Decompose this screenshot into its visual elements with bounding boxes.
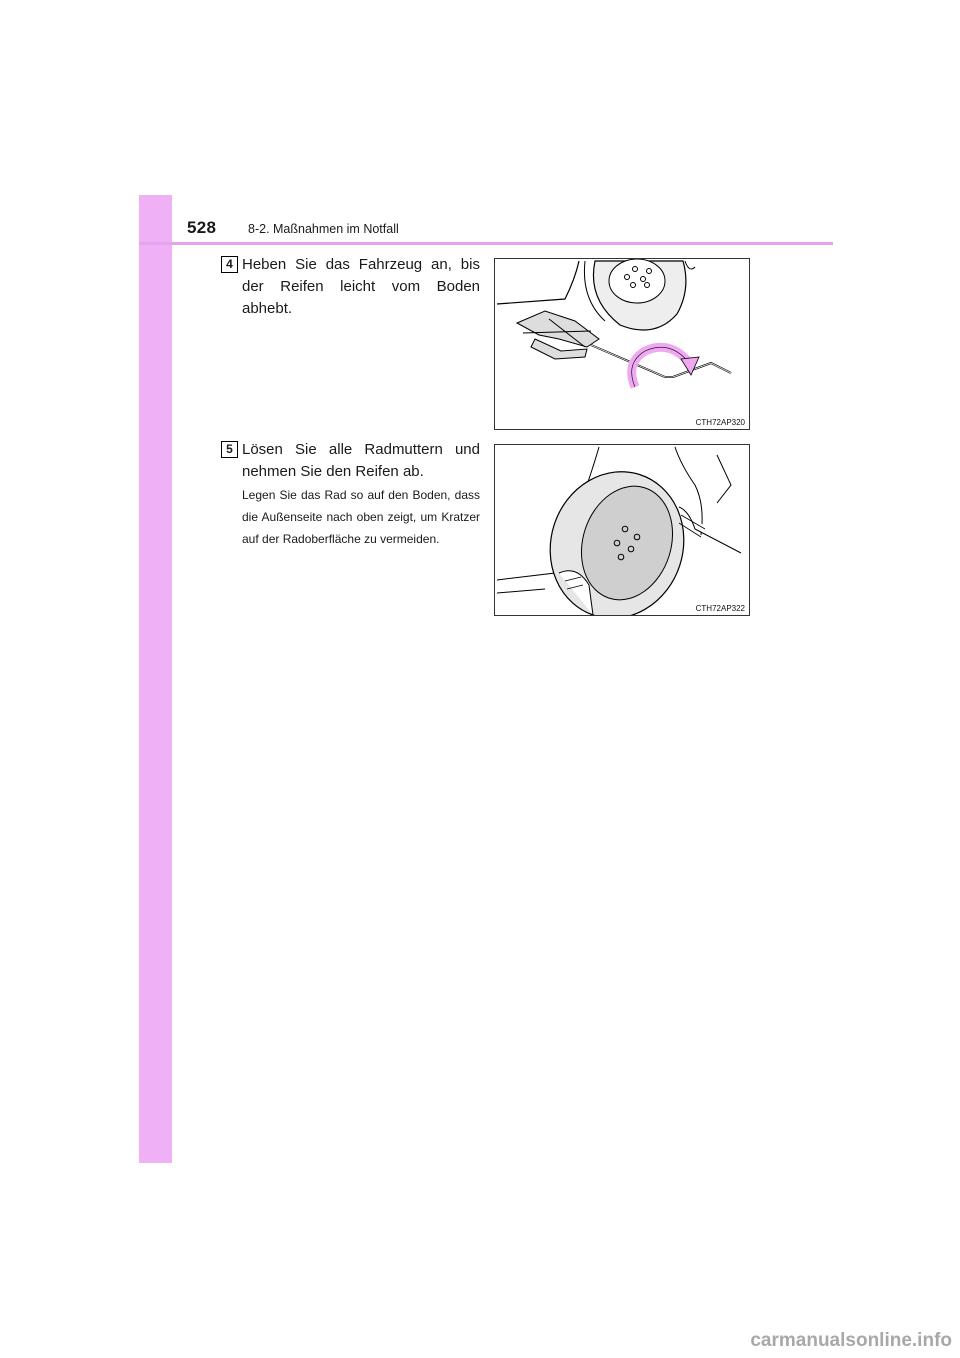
step-4-text: Heben Sie das Fahrzeug an, bis der Reifen leicht vom Boden abhebt. — [242, 256, 480, 317]
figure-jack-lift — [494, 258, 750, 430]
section-title: 8-2. Maßnahmen im Notfall — [248, 222, 399, 236]
step-5-badge: 5 — [221, 441, 238, 458]
sidebar-accent-strip — [139, 195, 172, 1163]
page-number: 528 — [187, 218, 217, 237]
figure-wheel-removal — [494, 444, 750, 616]
header-rule — [139, 242, 833, 245]
step-4-badge: 4 — [221, 256, 238, 273]
step-5-note: Legen Sie das Rad so auf den Boden, dass die Außenseite nach oben zeigt, um Kratzer auf der Radoberfläche zu vermeiden. — [242, 488, 480, 546]
wheel-removal-illustration — [495, 445, 749, 615]
step-5-text: Lösen Sie alle Radmuttern und nehmen Sie den Reifen ab. — [242, 441, 480, 480]
jack-lift-illustration — [495, 259, 749, 429]
figure-code: CTH72AP322 — [695, 604, 745, 613]
footer-watermark: carmanualsonline.info — [750, 1330, 952, 1351]
figure-code: CTH72AP320 — [695, 418, 745, 427]
